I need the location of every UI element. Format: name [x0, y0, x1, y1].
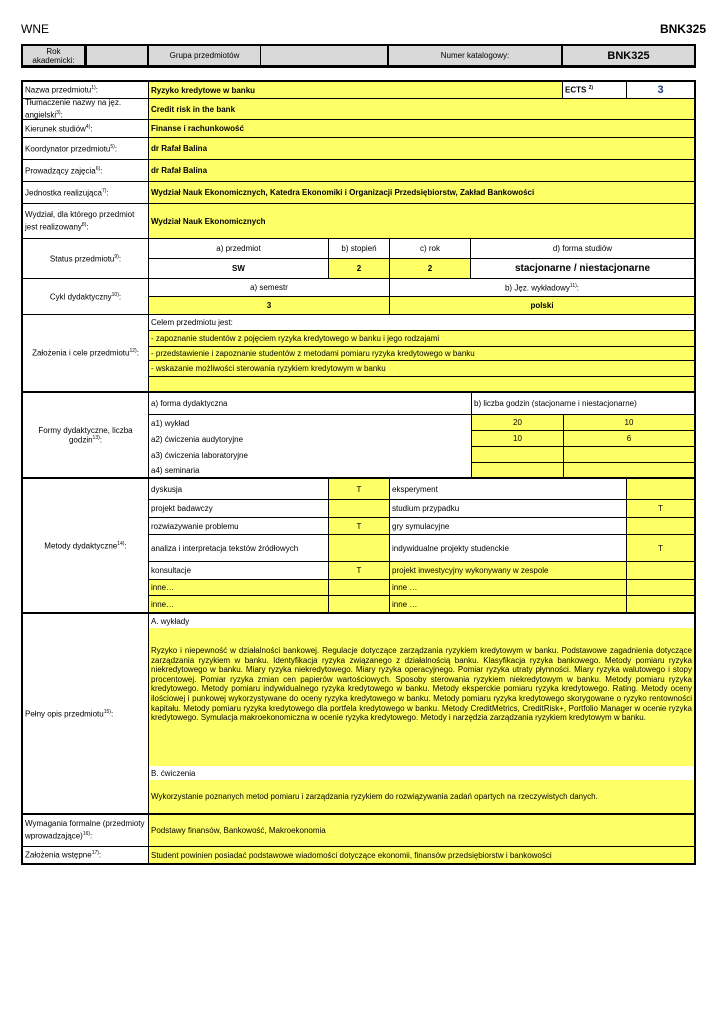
- metody-row-right: inne …: [390, 580, 627, 596]
- metody-row-left: inne…: [149, 580, 329, 596]
- jedn-value: Wydział Nauk Ekonomicznych, Katedra Ekonomiki i Organizacji Przedsiębiorstw, Zakład Bankowości: [149, 182, 694, 204]
- numer-label: Numer katalogowy:: [389, 46, 563, 66]
- metody-row-right: eksperyment: [390, 479, 627, 500]
- numer-value: BNK325: [563, 46, 694, 66]
- rok-value: [85, 46, 149, 66]
- ects-label: ECTS $^{2)}$: [563, 82, 627, 99]
- kier-label: Kierunek studiów$^{4)}$:: [23, 120, 149, 138]
- kier-value: Finanse i rachunkowość: [149, 120, 694, 138]
- wymagania-value: Podstawy finansów, Bankowość, Makroekonomia: [149, 815, 694, 847]
- metody-row-left: konsultacje: [149, 562, 329, 580]
- metody-row-right: indywidualne projekty studenckie: [390, 535, 627, 562]
- opis-b-text: Wykorzystanie poznanych metod pomiaru i zarządzania ryzykiem do rozwiązywania zadań opartych na rzeczywistych danych.: [149, 780, 694, 815]
- metody-row-right: projekt inwestycyjny wykonywany w zespole: [390, 562, 627, 580]
- wydz-value: Wydział Nauk Ekonomicznych: [149, 204, 694, 239]
- formy-item-0-stac: 20: [472, 415, 564, 431]
- zalozenia-line-2: - przedstawienie i zapoznanie studentów z metodami pomiaru ryzyka kredytowego w banku: [149, 347, 694, 361]
- nazwa-label: Nazwa przedmiotu$^{1)}$:: [23, 82, 149, 99]
- cykl-v-a: 3: [149, 297, 390, 315]
- metody-row-left: inne…: [149, 596, 329, 614]
- metody-row-left-value: [329, 580, 390, 596]
- metody-row-left-value: T: [329, 562, 390, 580]
- opis-a-text: Ryzyko i niepewność w działalności bankowej. Regulacje dotyczące zarządzania ryzykiem kredytowym w banku. Podstawowe zagadnienia dotyczące zarządzania ryzykiem w banku. Identyfikacja ryzyka związanego z działalnością banku. Klasyfikacja ryzyka bankowego. Metody pomiaru ryzyka niekredytowego w banku. Miary ryzyka niekredytowego. Miary ryzyka operacyjnego. Pomiar ryzyka utraty płynności. Miary ryzyka walutowego i stopy procentowej. Pomiar ryzyka zmian cen papierów wartościowych. Sposoby sterowania ryzykiem niekredytowym w banku. Metody pomiaru ryzyka kredytowego. Metody pomiaru indywidualnego ryzyka kredytowego w banku. Metody eksperckie pomiaru ryzyka kredytowego. Rating. Metody oceny ilościowej i punkowej wykorzystywane do oceny ryzyka kredytowego w banku. Metody pomiaru ryzyka kredytowego skorygowane o ryzyko rentowności kapitału. Metody pomiaru ryzyka kredytowego dla portfela kredytowego w banku. Metody CreditMetrics, CreditRisk+, Portfolio Manager w ocenie ryzyka kredytowego. Symulacja makroekonomiczna w ocenie ryzyka kredytowego. Metody i narzędzia zarządzania ryzykiem kredytowym w banku.: [149, 628, 694, 766]
- formy-item-2: a3) ćwiczenia laboratoryjne: [149, 447, 472, 463]
- formy-item-0-niestac: 10: [564, 415, 694, 431]
- formy-label: Formy dydaktyczne, liczba godzin$^{13)}$:: [23, 393, 149, 479]
- metody-row-left: analiza i interpretacja tekstów źródłowych: [149, 535, 329, 562]
- top-row: [21, 44, 696, 68]
- cykl-label: Cykl dydaktyczny$^{10)}$:: [23, 279, 149, 315]
- status-h-c: c) rok: [390, 239, 471, 259]
- formy-item-1-stac: 10: [472, 431, 564, 447]
- formy-item-2-niestac: [564, 447, 694, 463]
- prow-value: dr Rafał Balina: [149, 160, 694, 182]
- koord-label: Koordynator przedmiotu$^{5)}$:: [23, 138, 149, 160]
- koord-value: dr Rafał Balina: [149, 138, 694, 160]
- metody-row-right-value: [627, 518, 694, 535]
- status-v-c: 2: [390, 259, 471, 279]
- metody-label: Metody dydaktyczne$^{14)}$:: [23, 479, 149, 614]
- ects-value: 3: [627, 82, 694, 99]
- status-v-b: 2: [329, 259, 390, 279]
- metody-row-right: gry symulacyjne: [390, 518, 627, 535]
- rok-label: Rok akademicki:: [23, 46, 85, 66]
- wydz-label: Wydział, dla którego przedmiot jest realizowany$^{8)}$:: [23, 204, 149, 239]
- jedn-label: Jednostka realizująca$^{7)}$:: [23, 182, 149, 204]
- cykl-v-b: polski: [390, 297, 694, 315]
- metody-row-right-value: T: [627, 500, 694, 518]
- cykl-h-b: b) Jęz. wykładowy$^{11)}$:: [390, 279, 694, 297]
- header-left: WNE: [21, 22, 49, 36]
- metody-row-left-value: [329, 500, 390, 518]
- zalozenia-line-3: - wskazanie możliwości sterowania ryzykiem kredytowym w banku: [149, 361, 694, 377]
- metody-row-left-value: [329, 596, 390, 614]
- status-h-a: a) przedmiot: [149, 239, 329, 259]
- metody-row-right: inne …: [390, 596, 627, 614]
- metody-row-right: studium przypadku: [390, 500, 627, 518]
- wymagania-label: Wymagania formalne (przedmioty wprowadzające)$^{16)}$:: [23, 815, 149, 847]
- tlum-label: Tłumaczenie nazwy na jęz. angielski$^{3)}$:: [23, 99, 149, 120]
- metody-row-left-value: [329, 535, 390, 562]
- metody-row-right-value: [627, 562, 694, 580]
- formy-item-3-niestac: [564, 463, 694, 479]
- metody-row-left-value: T: [329, 518, 390, 535]
- tlum-value: Credit risk in the bank: [149, 99, 694, 120]
- nazwa-value: Ryzyko kredytowe w banku: [149, 82, 563, 99]
- metody-row-left: projekt badawczy: [149, 500, 329, 518]
- zal-wstepne-value: Student powinien posiadać podstawowe wiadomości dotyczące ekonomii, finansów przedsiębiorstw i bankowości: [149, 847, 694, 863]
- zalozenia-line-0: Celem przedmiotu jest:: [149, 315, 694, 331]
- zalozenia-label: Założenia i cele przedmiotu$^{12)}$:: [23, 315, 149, 393]
- zalozenia-line-1: - zapoznanie studentów z pojęciem ryzyka kredytowego w banku i jego rodzajami: [149, 331, 694, 347]
- metody-row-left: dyskusja: [149, 479, 329, 500]
- opis-label: Pełny opis przedmiotu$^{15)}$:: [23, 614, 149, 815]
- formy-item-1: a2) ćwiczenia audytoryjne: [149, 431, 472, 447]
- header-right: BNK325: [659, 22, 706, 36]
- formy-item-2-stac: [472, 447, 564, 463]
- main-table: [21, 80, 696, 865]
- grupa-value: [261, 46, 389, 66]
- status-label: Status przedmiotu$^{9)}$:: [23, 239, 149, 279]
- status-h-b: b) stopień: [329, 239, 390, 259]
- formy-item-0: a1) wykład: [149, 415, 472, 431]
- opis-a-head: A. wykłady: [151, 616, 190, 626]
- prow-label: Prowadzący zajęcia$^{6)}$:: [23, 160, 149, 182]
- formy-h-a: a) forma dydaktyczna: [149, 393, 472, 415]
- opis-b-head: B. ćwiczenia: [151, 768, 196, 778]
- status-v-d: stacjonarne / niestacjonarne: [471, 259, 694, 279]
- metody-row-right-value: T: [627, 535, 694, 562]
- metody-row-left-value: T: [329, 479, 390, 500]
- metody-row-right-value: [627, 580, 694, 596]
- formy-item-3: a4) seminaria: [149, 463, 472, 479]
- metody-row-right-value: [627, 596, 694, 614]
- zalozenia-empty: [149, 377, 694, 393]
- zal-wstepne-label: Założenia wstępne$^{17)}$:: [23, 847, 149, 863]
- cykl-h-a: a) semestr: [149, 279, 390, 297]
- status-v-a: SW: [149, 259, 329, 279]
- metody-row-right-value: [627, 479, 694, 500]
- metody-row-left: rozwiazywanie problemu: [149, 518, 329, 535]
- formy-h-b: b) liczba godzin (stacjonarne i niestacjonarne): [472, 393, 694, 415]
- formy-item-1-niestac: 6: [564, 431, 694, 447]
- status-h-d: d) forma studiów: [471, 239, 694, 259]
- grupa-label: Grupa przedmiotów: [149, 46, 261, 66]
- formy-item-3-stac: [472, 463, 564, 479]
